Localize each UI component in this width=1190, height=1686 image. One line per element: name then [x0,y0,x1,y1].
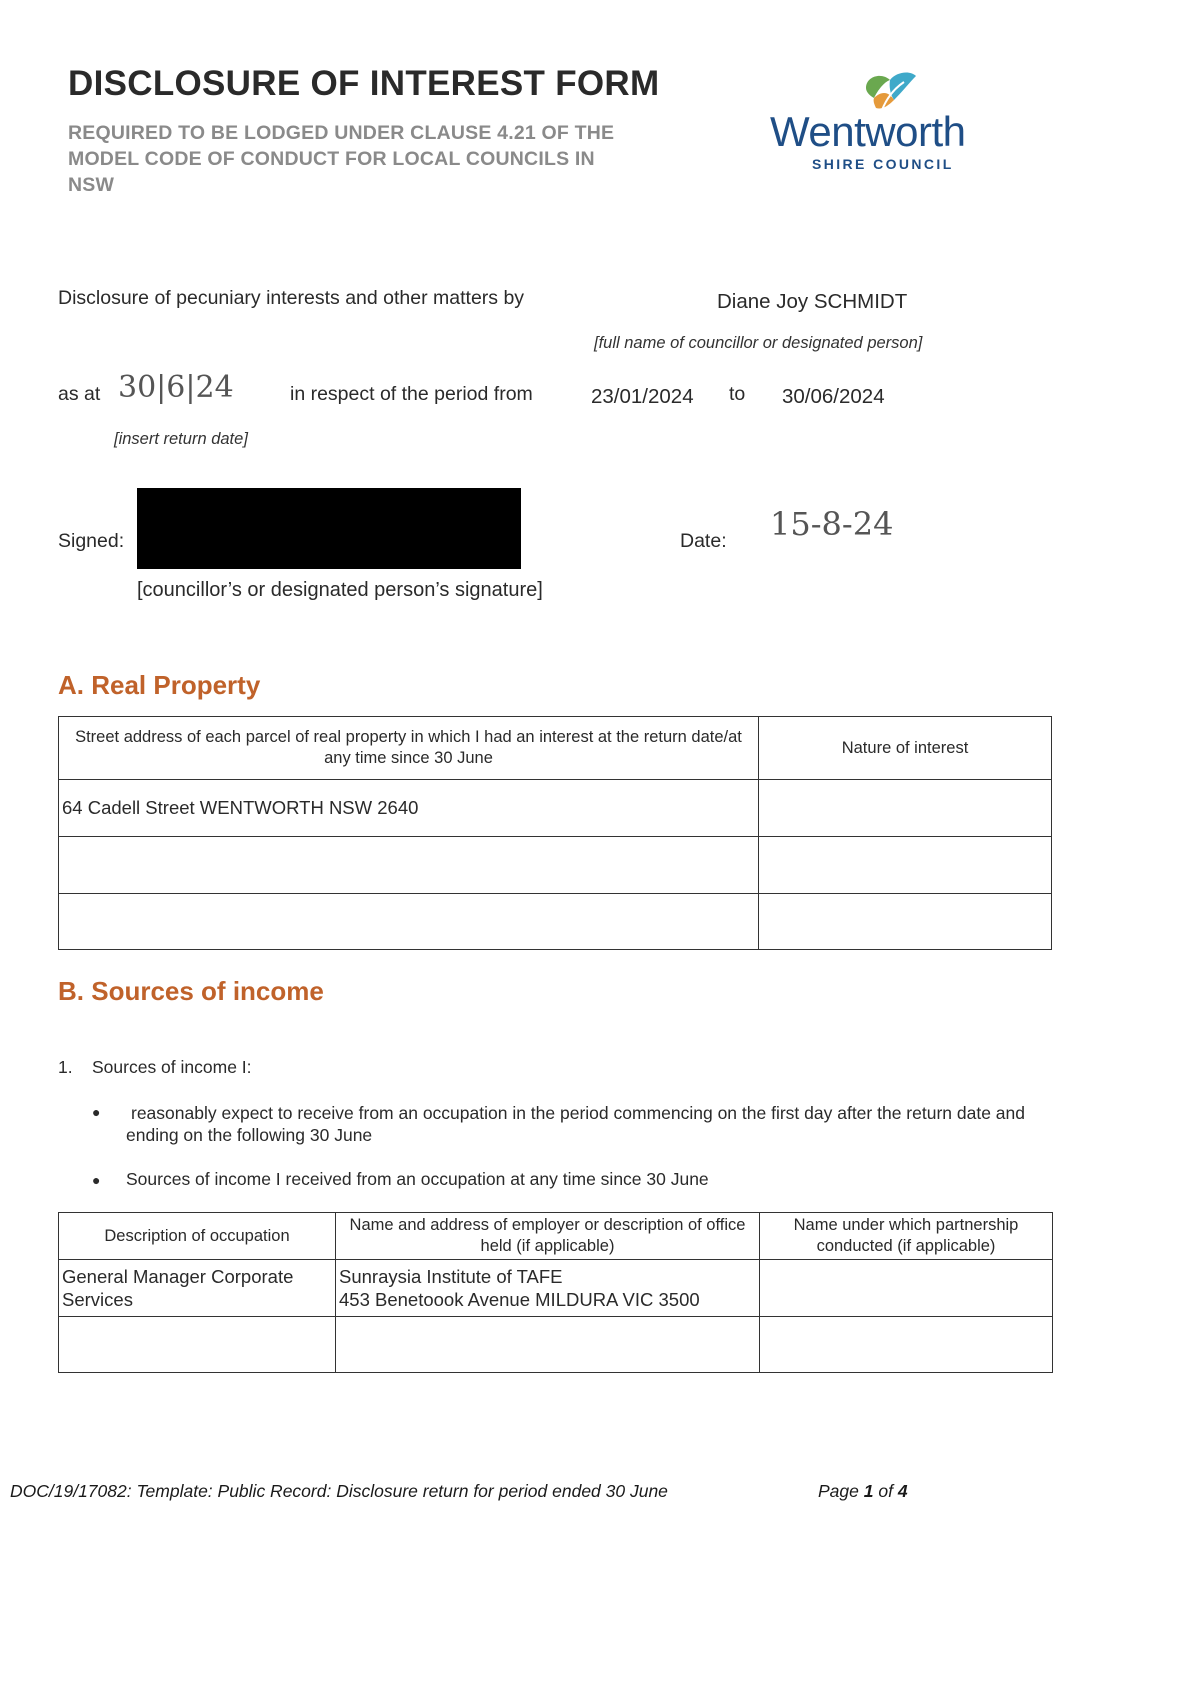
income-table [58,1212,1053,1373]
bullet-icon: ● [92,1104,101,1120]
logo-subtitle: SHIRE COUNCIL [812,156,954,172]
nature-cell [759,837,1052,894]
cell-line: General Manager Corporate [62,1266,294,1287]
footer-doc-reference: DOC/19/17082: Template: Public Record: Disclosure return for period ended 30 June [10,1481,668,1501]
income-item-number: 1. [58,1057,73,1077]
return-date-hint: [insert return date] [114,430,248,448]
real-property-table [58,716,1052,950]
signature-hint-text: [councillor’s or designated person’s signature] [137,579,543,601]
table-row [59,837,1052,894]
table-row [59,1317,1053,1373]
discloser-name: Diane Joy SCHMIDT [717,290,908,313]
cell-line: Sunraysia Institute of TAFE [339,1266,563,1287]
address-cell: 64 Cadell Street WENTWORTH NSW 2640 [59,780,759,837]
header-cell: Nature of interest [759,717,1052,780]
header-cell: Street address of each parcel of real property in which I had an interest at the return date/at any time since 30 June [59,717,759,780]
table-row [59,894,1052,950]
occupation-cell [59,1260,336,1317]
partnership-cell [760,1260,1053,1317]
section-b-heading: B. Sources of income [58,976,324,1006]
disclosure-intro: Disclosure of pecuniary interests and other matters by [58,287,525,309]
signed-label: Signed: [58,530,125,552]
logo-wordmark: Wentworth [770,108,966,155]
cell-line: 453 Benetoook Avenue MILDURA VIC 3500 [339,1289,700,1310]
date-label: Date: [680,530,727,552]
subtitle-line: REQUIRED TO BE LODGED UNDER CLAUSE 4.21 OF THE [68,122,615,144]
subtitle-line: MODEL CODE OF CONDUCT FOR LOCAL COUNCILS IN [68,148,595,170]
table-row [59,780,1052,837]
council-logo [770,70,1030,180]
signature-date-handwritten: 15-8-24 [770,505,894,543]
period-to: 30/06/2024 [782,385,885,408]
form-subtitle [68,120,718,198]
leaf-icon [856,70,926,112]
income-item-text: Sources of income I: [92,1057,252,1077]
bullet-text: reasonably expect to receive from an occupation in the period commencing on the first day after the return date and ending on the following 30 June [126,1103,1025,1145]
footer-page-number [818,1481,908,1502]
employer-cell [336,1317,760,1373]
page-of: of [878,1481,893,1501]
header-cell: Name and address of employer or description of office held (if applicable) [336,1213,760,1260]
page-label: Page [818,1481,859,1501]
occupation-cell [59,1317,336,1373]
name-hint: [full name of councillor or designated person] [594,334,923,352]
period-from: 23/01/2024 [591,385,694,408]
subtitle-line: NSW [68,174,115,196]
nature-cell [759,780,1052,837]
partnership-cell [760,1317,1053,1373]
section-a-heading: A. Real Property [58,670,261,700]
table-header-row [59,717,1052,780]
period-label: in respect of the period from [290,383,533,405]
address-cell [59,837,759,894]
to-label: to [729,383,746,405]
page-total: 4 [897,1481,908,1501]
table-row [59,1260,1053,1317]
signature-redaction [137,488,521,569]
bullet-text: Sources of income I received from an occupation at any time since 30 June [126,1169,709,1189]
as-at-label: as at [58,383,101,405]
header-cell: Description of occupation [59,1213,336,1260]
address-cell [59,894,759,950]
header-cell: Name under which partnership conducted (if applicable) [760,1213,1053,1260]
form-title: DISCLOSURE OF INTEREST FORM [68,64,660,103]
employer-cell [336,1260,760,1317]
cell-line: Services [62,1289,133,1310]
nature-cell [759,894,1052,950]
signature-hint [137,579,543,602]
page-current: 1 [863,1481,874,1501]
return-date-handwritten: 30|6|24 [118,370,234,405]
bullet-icon: ● [92,1172,101,1188]
table-header-row [59,1213,1053,1260]
